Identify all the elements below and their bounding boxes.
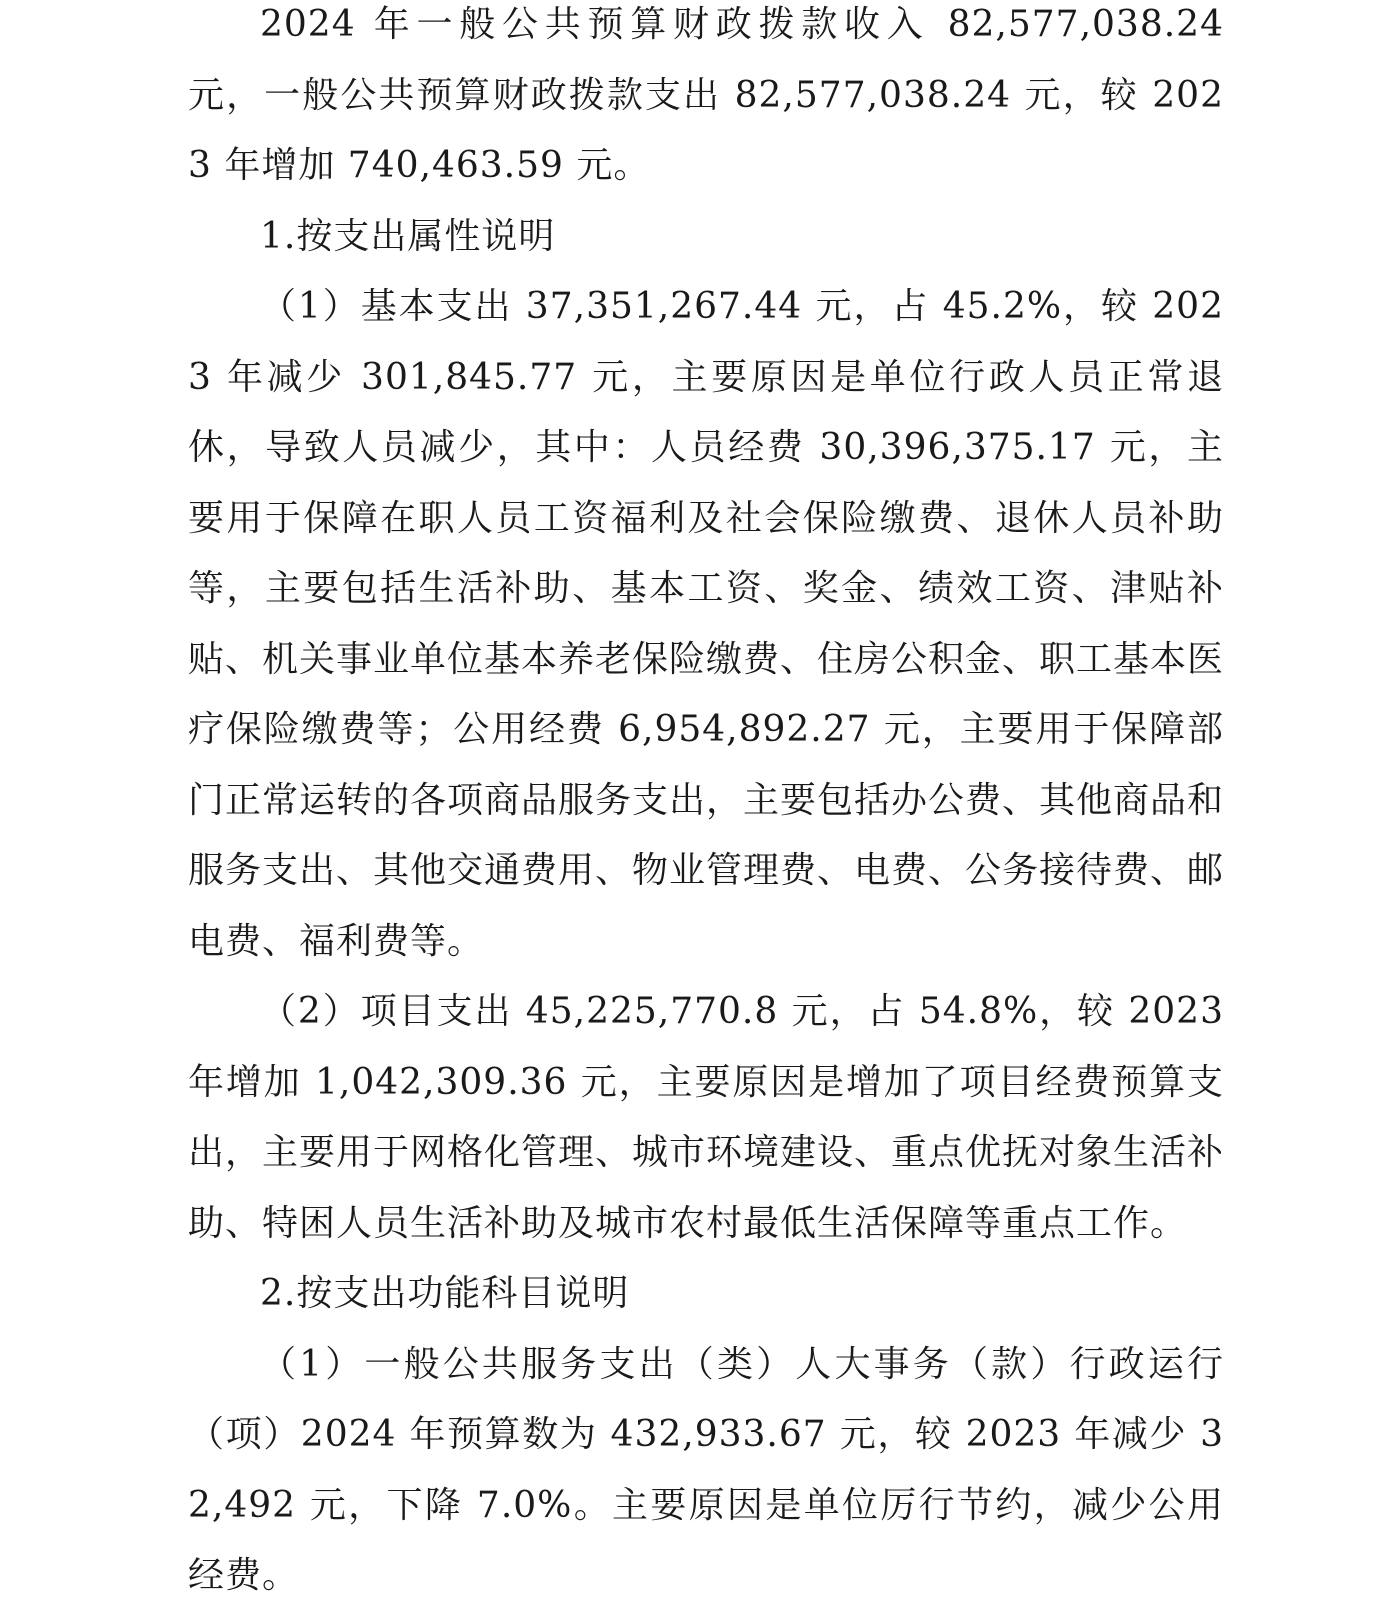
paragraph-appropriation-summary: 2024 年一般公共预算财政拨款收入 82,577,038.24 元，一般公共预算财政拨款支出 82,577,038.24 元，较 2023 年增加 740,463.59 元。	[188, 4, 1224, 186]
document-page	[188, 0, 1224, 1612]
paragraph-project-expenditure: （2）项目支出 45,225,770.8 元，占 54.8%，较 2023 年增加 1,042,309.36 元，主要原因是增加了项目经费预算支出，主要用于网格化管理、城市环境建设、重点优抚对象生活补助、特困人员生活补助及城市农村最低生活保障等重点工作。	[188, 991, 1225, 1244]
heading-by-functional-subject: 2.按支出功能科目说明	[260, 1273, 630, 1314]
paragraph-general-public-services: （1）一般公共服务支出（类）人大事务（款）行政运行（项）2024 年预算数为 432,933.67 元，较 2023 年减少 32,492 元，下降 7.0%。主要原因是单位厉行节约，减少公用经费。	[188, 1343, 1224, 1596]
heading-by-expenditure-attribute: 1.按支出属性说明	[260, 215, 556, 257]
paragraph-basic-expenditure: （1）基本支出 37,351,267.44 元，占 45.2%，较 2023 年减少 301,845.77 元，主要原因是单位行政人员正常退休，导致人员减少，其中：人员经费 30,396,375.17 元，主要用于保障在职人员工资福利及社会保险缴费、退休人员补助等，主要包括生活补助、基本工资、奖金、绩效工资、津贴补贴、机关事业单位基本养老保险缴费、住房公积金、职工基本医疗保险缴费等；公用经费 6,954,892.27 元，主要用于保障部门正常运转的各项商品服务支出，主要包括办公费、其他商品和服务支出、其他交通费用、物业管理费、电费、公务接待费、邮电费、福利费等。	[188, 286, 1225, 962]
